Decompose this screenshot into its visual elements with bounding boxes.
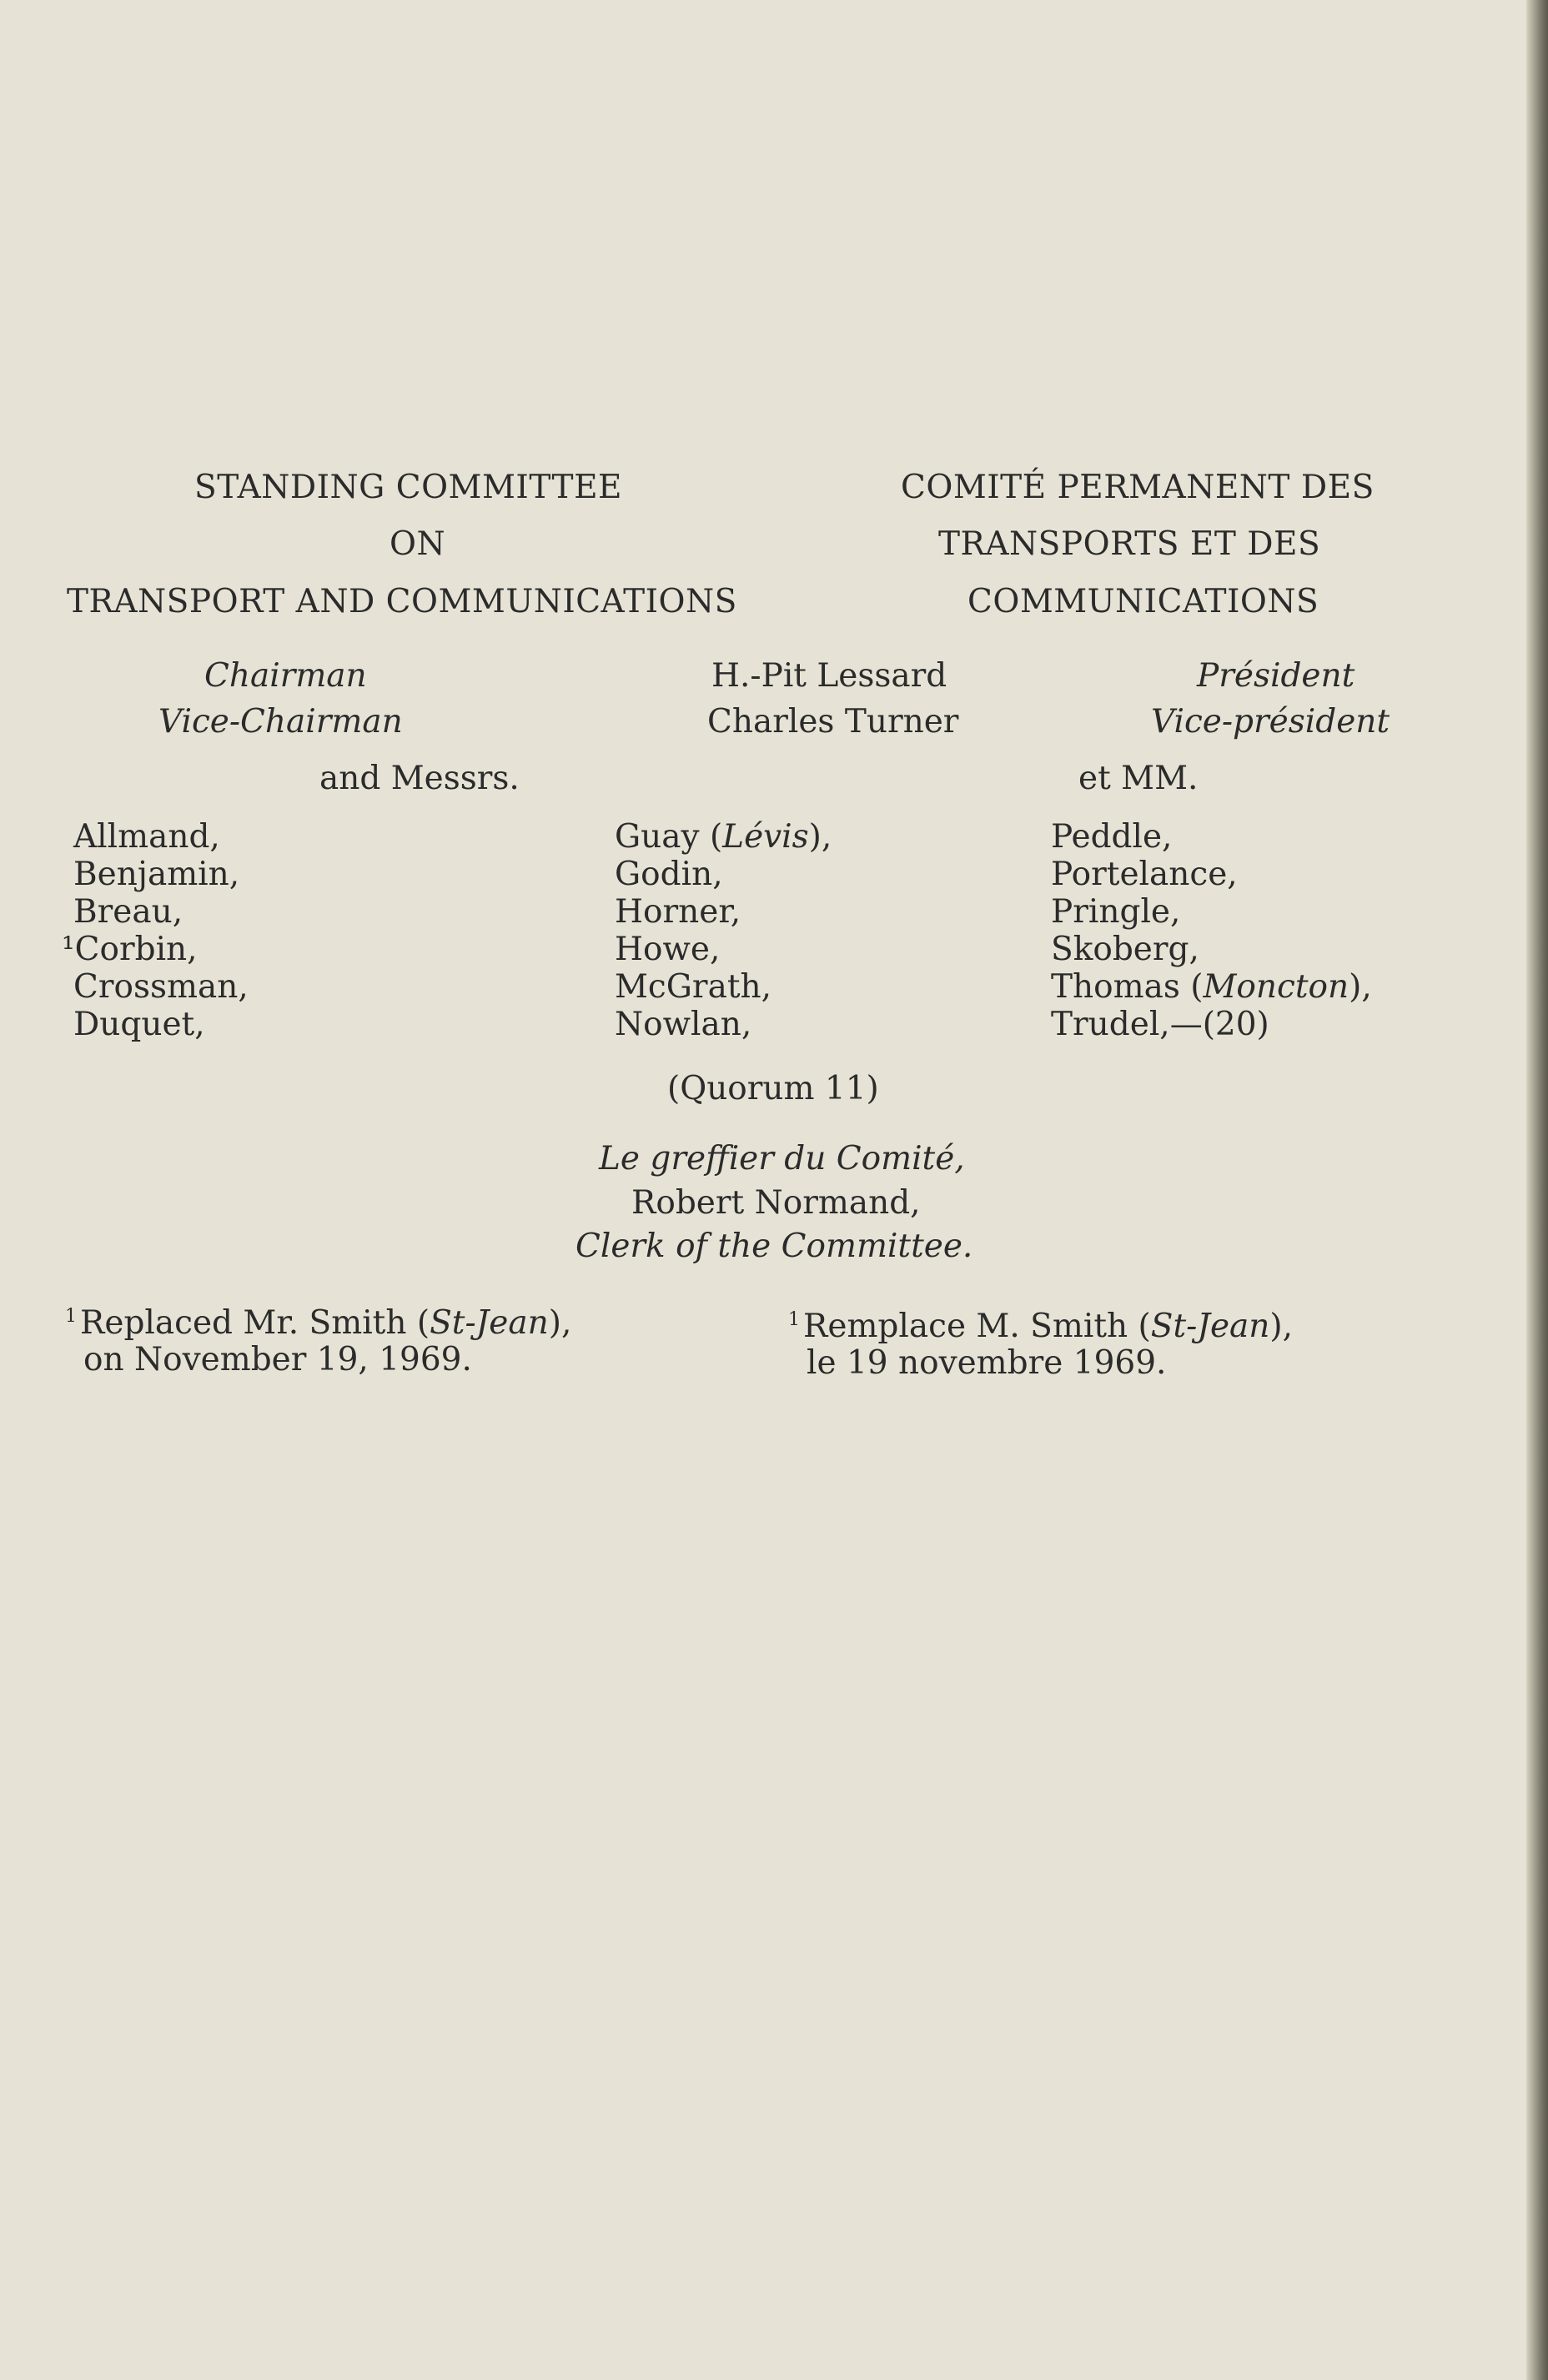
et-mm-label: et MM. — [1078, 760, 1199, 797]
member-name: Breau, — [73, 893, 183, 931]
header-fr-line1: COMITÉ PERMANENT DES — [901, 469, 1375, 506]
chairman-name: H.-Pit Lessard — [711, 657, 947, 695]
footnote-fr: $^1$ Remplace M. Smith (St-Jean), le 19 novembre 1969. — [788, 1308, 1294, 1382]
header-fr-line3: COMMUNICATIONS — [968, 583, 1319, 620]
vice-chairman-label-en: Vice-Chairman — [158, 703, 403, 741]
members-column-3 — [1051, 818, 1372, 1043]
clerk-name: Robert Normand, — [631, 1184, 921, 1222]
member-name: ¹Corbin, — [62, 931, 198, 968]
quorum-text: (Quorum 11) — [667, 1070, 879, 1107]
member-name: Howe, — [615, 931, 721, 968]
vice-chairman-label-fr: Vice-président — [1151, 703, 1390, 741]
riding-name: St-Jean — [430, 1304, 549, 1342]
member-name: Benjamin, — [73, 856, 240, 893]
riding-name: Moncton — [1203, 968, 1349, 1006]
members-column-2 — [615, 818, 832, 1043]
header-en-line1: STANDING COMMITTEE — [194, 469, 623, 506]
clerk-title-fr: Le greffier du Comité, — [599, 1140, 965, 1177]
member-name: Allmand, — [73, 818, 220, 856]
member-name: Guay (Lévis), — [615, 818, 832, 856]
footnote-marker: 1 — [788, 1309, 800, 1330]
members-column-1 — [62, 818, 249, 1043]
clerk-title-en: Clerk of the Committee. — [575, 1228, 973, 1265]
footnote-marker: 1 — [65, 1306, 77, 1327]
and-messrs-label: and Messrs. — [319, 760, 520, 797]
riding-name: St-Jean — [1150, 1308, 1270, 1345]
member-name: Trudel,—(20) — [1051, 1006, 1269, 1043]
chairman-label-en: Chairman — [204, 657, 367, 695]
member-name: Portelance, — [1051, 856, 1238, 893]
footnote-en: $^1$ Replaced Mr. Smith (St-Jean), on November 19, 1969. — [65, 1304, 572, 1378]
header-fr-line2: TRANSPORTS ET DES — [938, 525, 1321, 563]
member-name: McGrath, — [615, 968, 772, 1006]
member-name: Nowlan, — [615, 1006, 752, 1043]
page-binding-edge — [1526, 0, 1548, 2380]
header-en-line3: TRANSPORT AND COMMUNICATIONS — [67, 583, 737, 620]
vice-chairman-name: Charles Turner — [707, 703, 959, 741]
member-name: Pringle, — [1051, 893, 1181, 931]
member-name: Thomas (Moncton), — [1051, 968, 1372, 1006]
member-name: Duquet, — [73, 1006, 205, 1043]
header-en-line2: ON — [390, 525, 446, 563]
member-name: Peddle, — [1051, 818, 1173, 856]
chairman-label-fr: Président — [1197, 657, 1355, 695]
member-name: Skoberg, — [1051, 931, 1199, 968]
riding-name: Lévis — [722, 818, 809, 856]
member-name: Crossman, — [73, 968, 249, 1006]
member-name: Horner, — [615, 893, 741, 931]
member-name: Godin, — [615, 856, 723, 893]
